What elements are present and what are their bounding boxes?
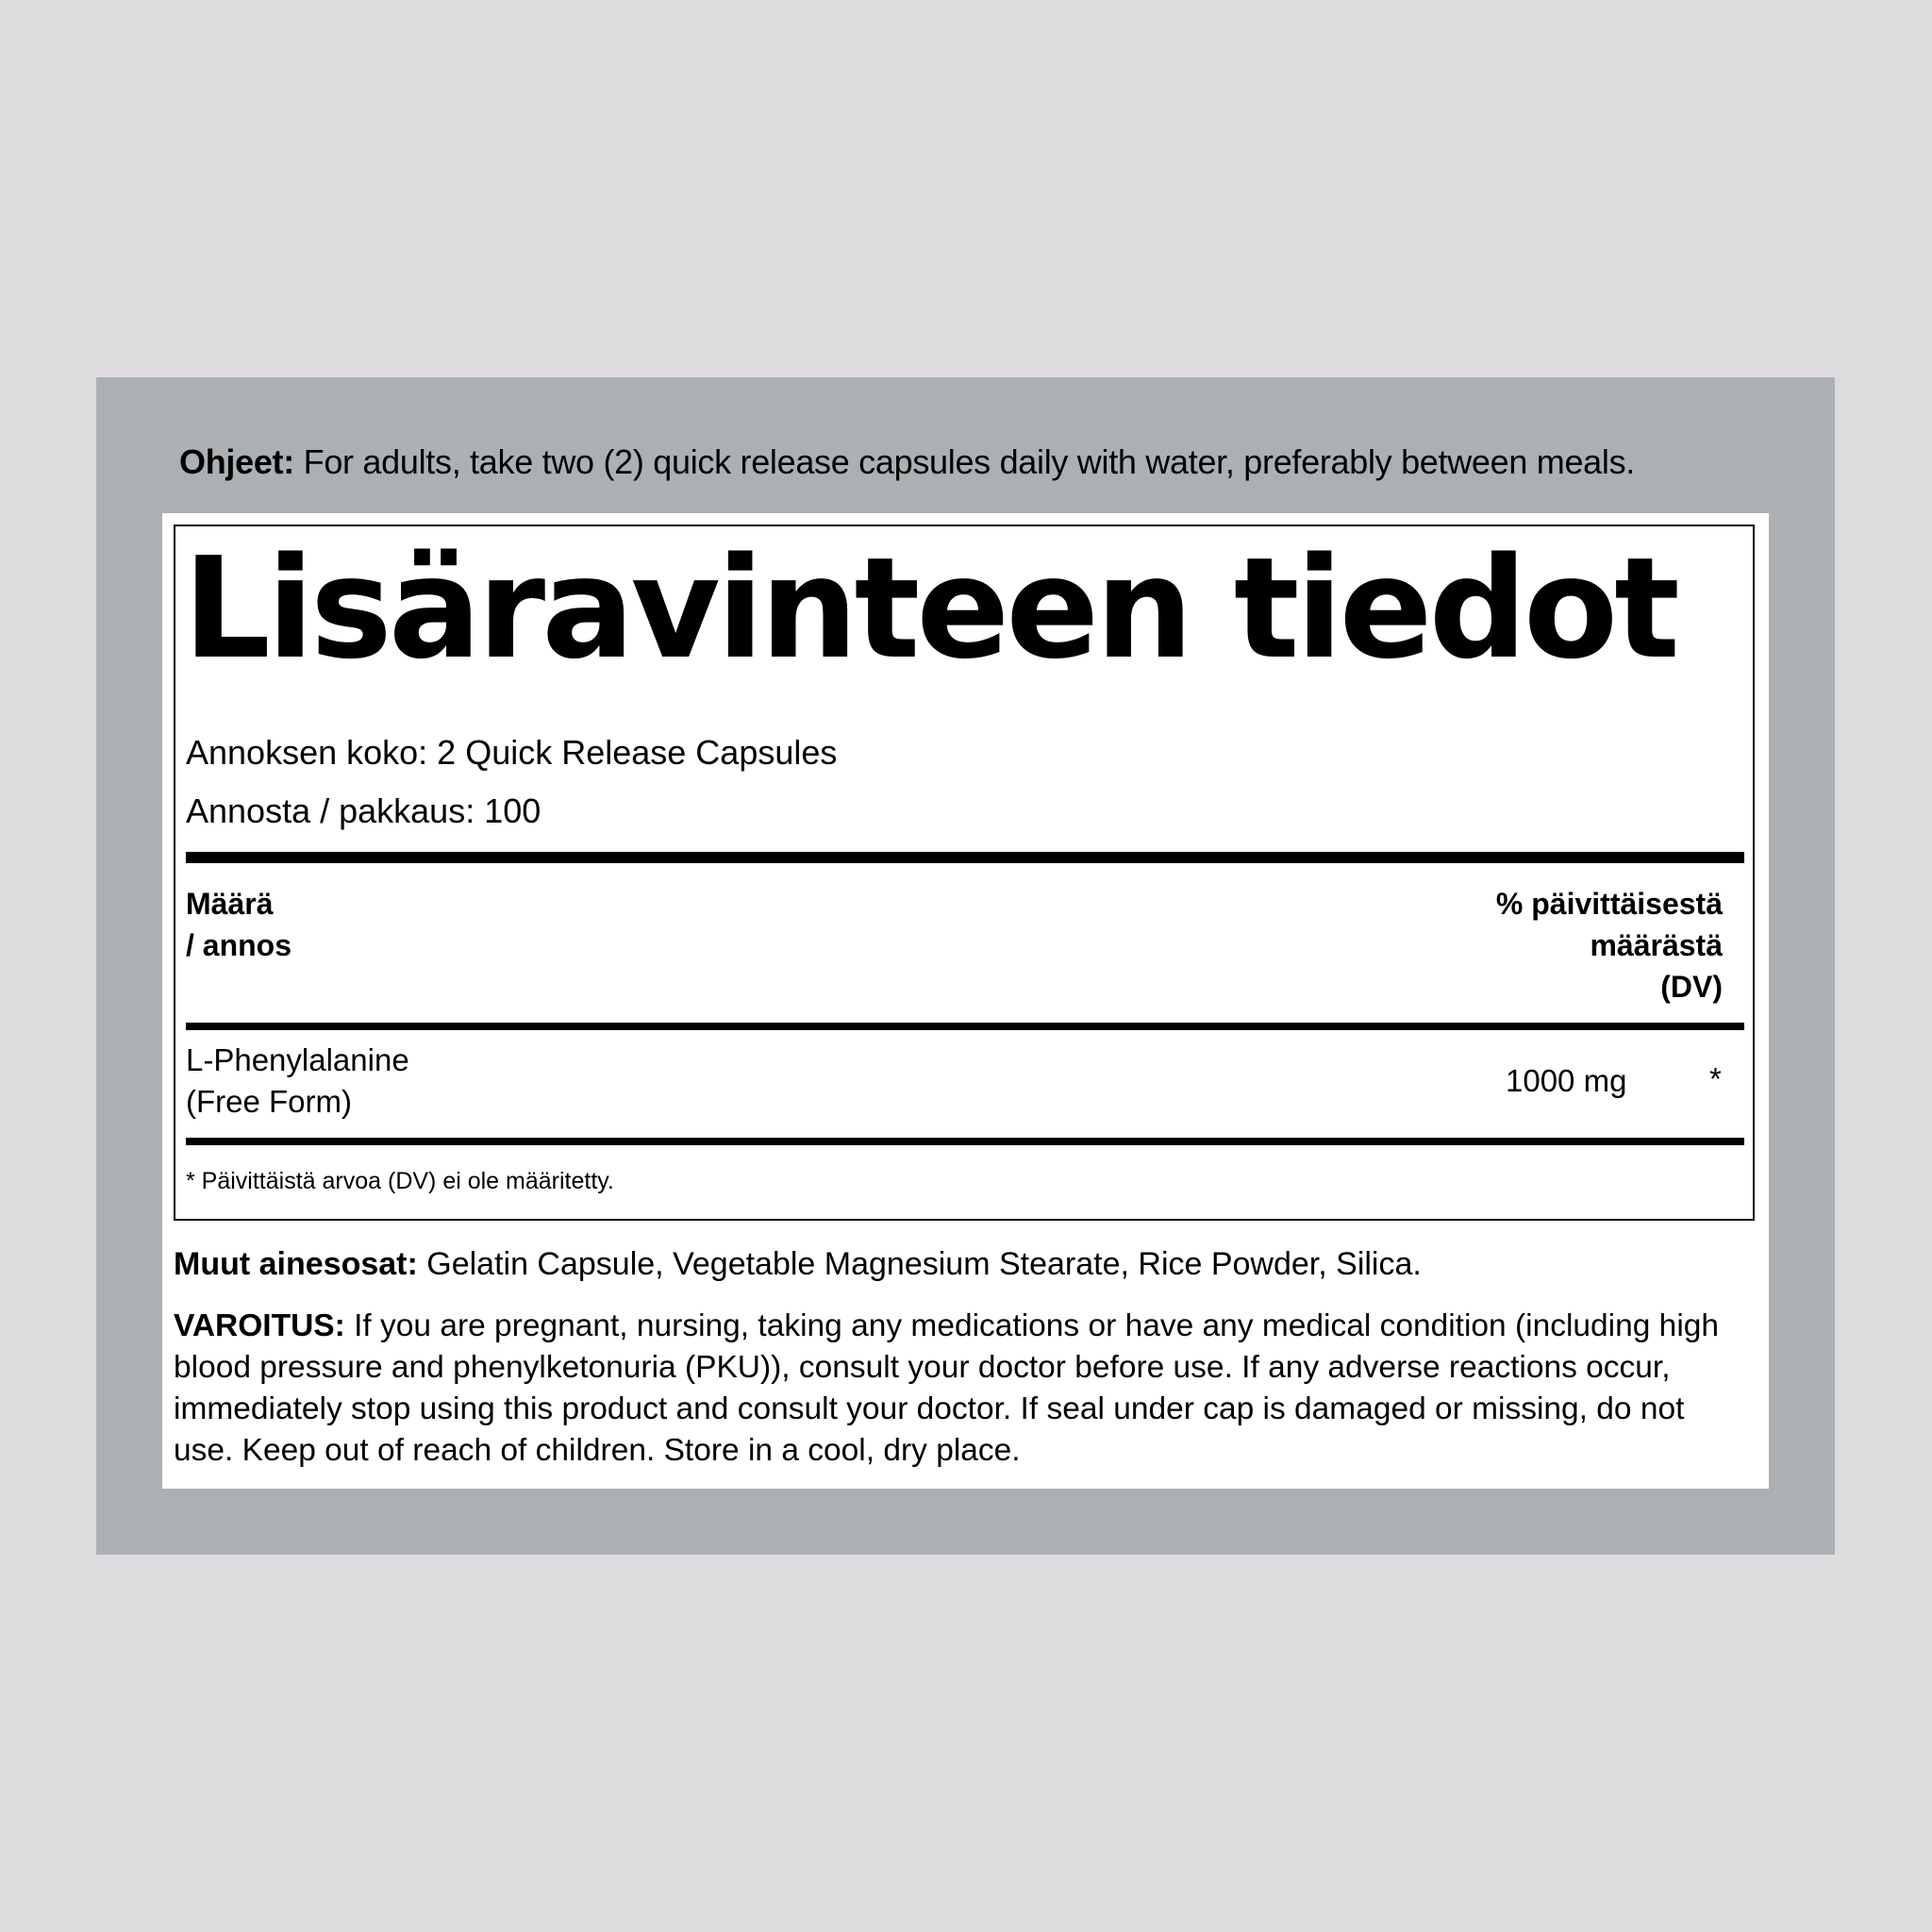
dv-header-line: % päivittäisestä — [1495, 887, 1723, 921]
ingredient-daily-value: * — [1709, 1061, 1722, 1096]
warning — [174, 1306, 1749, 1472]
supplement-facts-title: Lisäravinteen tiedot — [183, 527, 1676, 690]
warning-text: If you are pregnant, nursing, taking any medications or have any medical condition (including high blood pressure and phenylketonuria (PKU)), consult your doctor before use. If any adverse reactions occur, immediately stop using this product and consult your doctor. If seal under cap is damaged or missing, do not use. Keep out of reach of children. Store in a cool, dry place. — [174, 1308, 1720, 1468]
directions-label: Ohjeet: — [179, 442, 294, 481]
serving-size: Annoksen koko: 2 Quick Release Capsules — [186, 733, 838, 772]
directions — [179, 436, 1635, 489]
ingredient-name-line: L-Phenylalanine — [186, 1042, 409, 1077]
other-ingredients-label: Muut ainesosat: — [174, 1246, 418, 1282]
warning-label: VAROITUS: — [174, 1308, 345, 1343]
dv-header-line: määrästä — [1590, 928, 1723, 962]
ingredient-name-line: (Free Form) — [186, 1084, 352, 1119]
amount-header-line: / annos — [186, 928, 292, 962]
directions-text: For adults, take two (2) quick release capsules daily with water, preferably between meals. — [293, 442, 1636, 481]
amount-per-serving-header — [186, 883, 291, 966]
dv-header-line: (DV) — [1660, 970, 1723, 1004]
ingredient-amount: 1000 mg — [1506, 1063, 1627, 1098]
ingredient-name — [186, 1040, 409, 1123]
medium-divider — [186, 1138, 1744, 1145]
other-ingredients-text: Gelatin Capsule, Vegetable Magnesium Stearate, Rice Powder, Silica. — [417, 1246, 1422, 1282]
amount-header-line: Määrä — [186, 887, 274, 921]
servings-per-container: Annosta / pakkaus: 100 — [186, 791, 541, 830]
other-ingredients — [174, 1241, 1422, 1287]
thick-divider — [186, 852, 1744, 863]
daily-value-footnote: * Päivittäistä arvoa (DV) ei ole määritetty. — [186, 1168, 614, 1194]
daily-value-header — [1496, 883, 1723, 1008]
medium-divider — [186, 1023, 1744, 1030]
